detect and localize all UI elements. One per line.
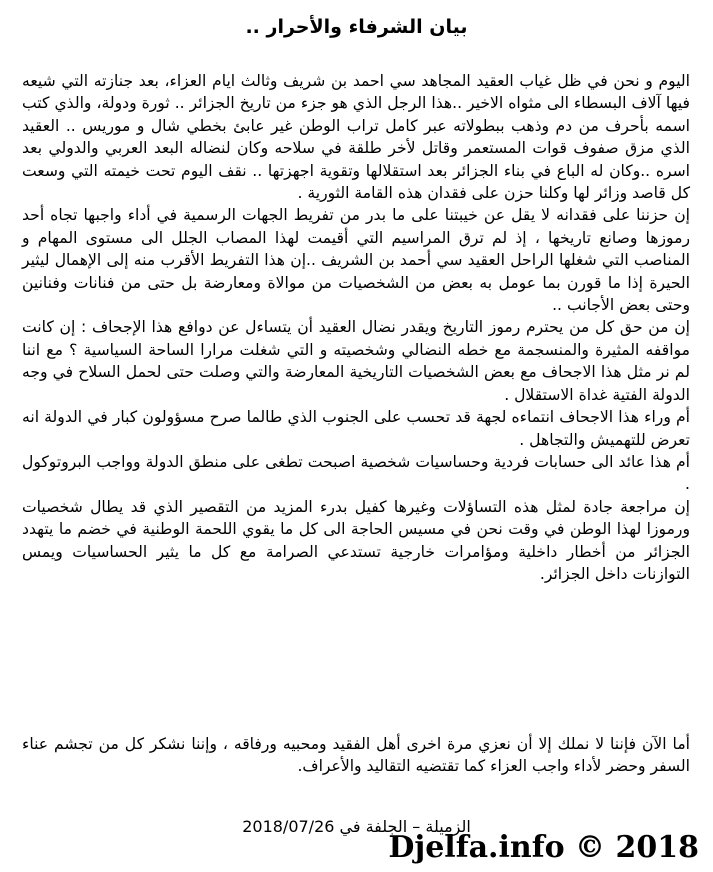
paragraph-5: أم هذا عائد الى حسابات فردية وحساسيات شخصية اصبحت تطغى على منطق الدولة وواجب البروتوكول . xyxy=(22,452,690,494)
paragraph-1: اليوم و نحن في ظل غياب العقيد المجاهد سي احمد بن شريف وثالث ايام العزاء، بعد جنازته التي شيعه فيها آلاف البسطاء الى مثواه الاخير ..هذا الرجل الذي هو جزء من تاريخ الجزائر .. ثورة ودولة، والذي كتب اسمه بأحرف من دم وذهب ببطولاته عبر كامل تراب الوطن غير عابئ بخطي شال و موريس .. العقيد الذي مزق صفوف قوات المستعمر وقاتل لأخر طلقة في سلاحه وكان لنضاله البعد العربي والدولي بعد اسره ..وكان له الباع في بناء الجزائر بعد استقلالها وتقوية اجهزتها .. نقف اليوم تحت خيمته التي وسعت كل قاصد وزائر لها وكلنا حزن على فقدان هذه القامة الثورية . xyxy=(22,72,690,203)
closing-paragraph: أما الآن فإننا لا نملك إلا أن نعزي مرة اخرى أهل الفقيد ومحبيه ورفاقه ، وإننا نشكر كل من تجشم عناء السفر وحضر لأداء واجب العزاء كما تقتضيه التقاليد والأعراف. xyxy=(22,735,690,776)
paragraph-4: أم وراء هذا الاجحاف انتماءه لجهة قد تحسب على الجنوب الذي طالما صرح مسؤولون كبار في الدولة انه تعرض للتهميش والتجاهل . xyxy=(22,408,690,449)
signature-line: الزميلة – الجلفة في 2018/07/26 xyxy=(242,817,471,836)
paragraph-6: إن مراجعة جادة لمثل هذه التساؤلات وغيرها كفيل بدرء المزيد من التقصير الذي قد يطال شخصيات ورموزا لهذا الوطن في وقت نحن في مسيس الحاجة الى كل ما يقوي اللحمة الوطنية في خضم ما يتهدد الجزائر من أخطار داخلية ومؤامرات خارجية تستدعي الصرامة مع كل ما يثير الحساسيات ويمس التوازنات داخل الجزائر. xyxy=(22,497,690,583)
site-watermark: Djelfa.info © 2018 xyxy=(388,830,699,865)
closing-paragraph-block xyxy=(22,733,690,778)
document-title: بيان الشرفاء والأحرار .. xyxy=(245,16,468,38)
document-body xyxy=(22,70,690,585)
paragraph-2: إن حزننا على فقدانه لا يقل عن خيبتنا على ما بدر من تفريط الجهات الرسمية في أداء واجبها تجاه أحد رموزها وصانع تاريخها ، إذ لم ترق المراسيم التي أقيمت لهذا المصاب الجلل الى مستوى المهام و المناصب التي شغلها الراحل العقيد سي أحمد بن الشريف ..إن هذا التفريط الأقرب منه إلى الإهمال ليثير الحيرة إذا ما قورن بما عومل به بعض من الشخصيات من موالاة ومعارضة بل حتى من فنانات وفنانين وحتى بعض الأجانب .. xyxy=(22,206,690,315)
paragraph-3: إن من حق كل من يحترم رموز التاريخ ويقدر نضال العقيد أن يتساءل عن دوافع هذا الإجحاف : إن كانت مواقفه المثيرة والمنسجمة مع خطه النضالي وشخصيته و التي شغلت مرارا الساحة السياسية ؟ مع اننا لم نر مثل هذا الاجحاف مع بعض الشخصيات التاريخية المعارضة والتي وصلت حتى لحمل السلاح في وجه الدولة الفتية غداة الاستقلال . xyxy=(22,318,690,404)
